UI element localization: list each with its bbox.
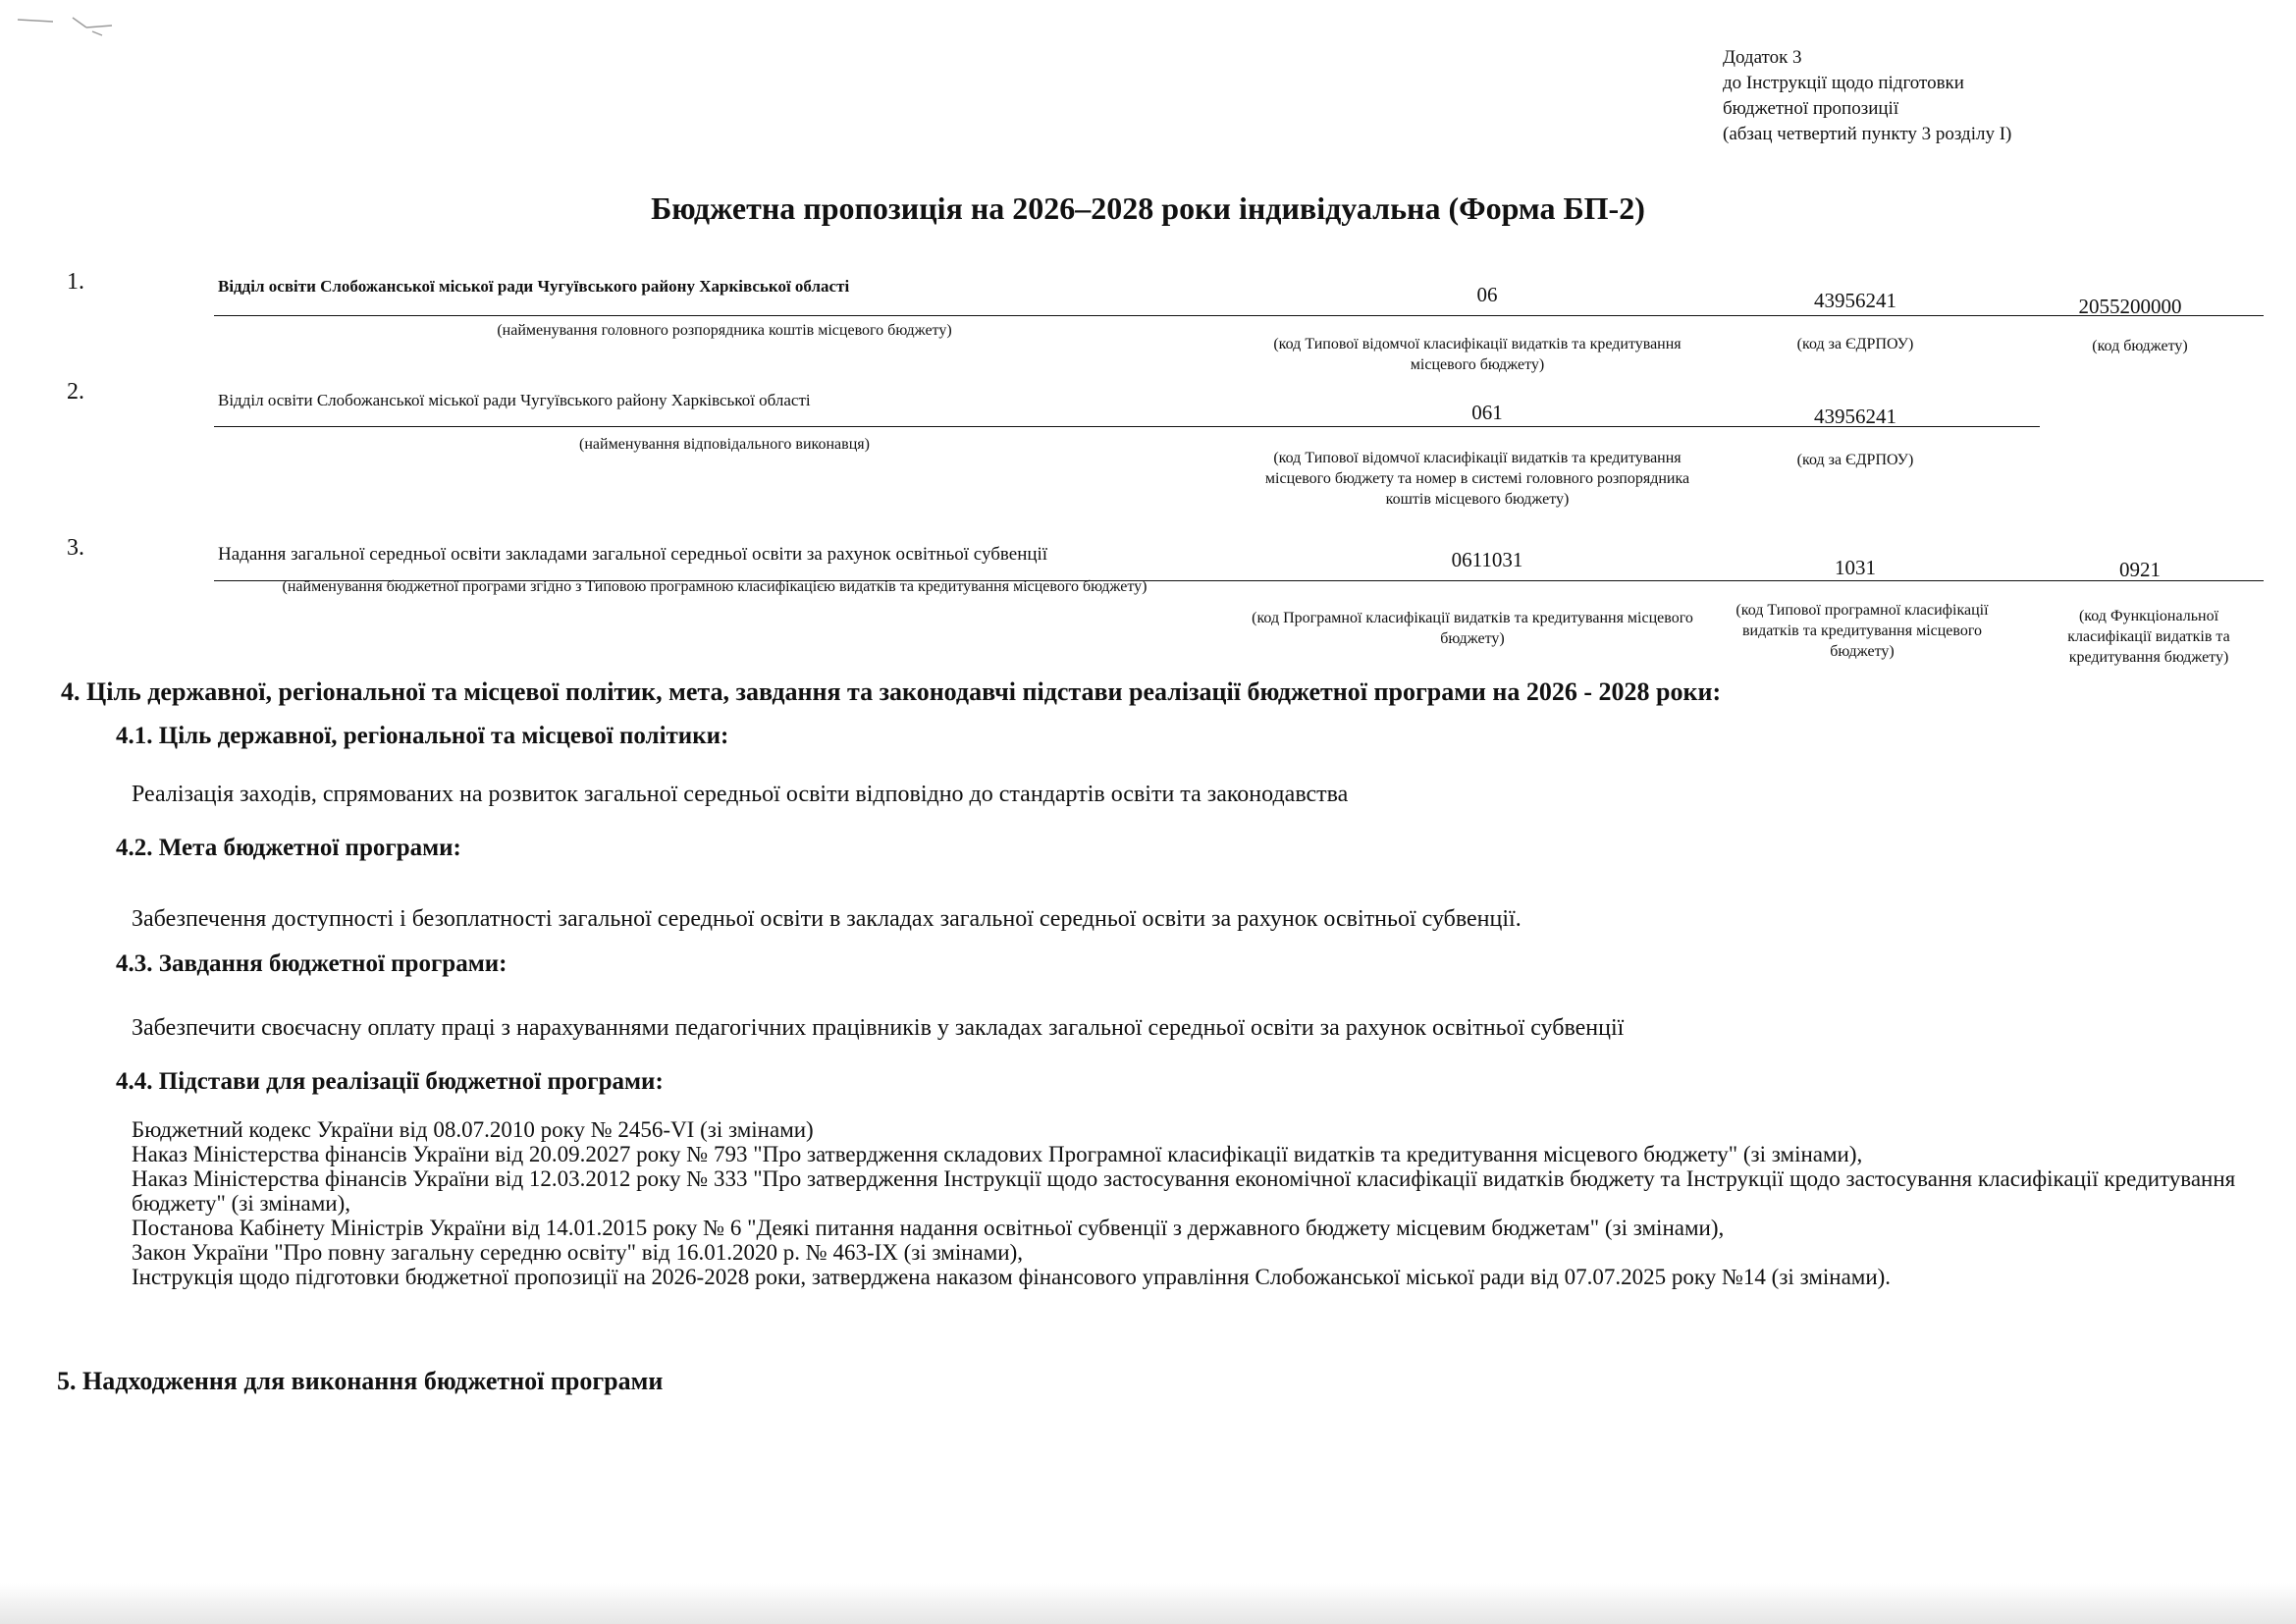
section-4-heading: 4. Ціль державної, регіональної та місцевої політик, мета, завдання та законодавчі підстави реалізації бюджетної програми на 2026 - 2028 роки: bbox=[61, 677, 1722, 706]
row-2-underline bbox=[214, 426, 2040, 427]
row-3-func-caption: (код Функціональної класифікації видатків та кредитування бюджету) bbox=[2067, 608, 2230, 666]
row-1-name: Відділ освіти Слобожанської міської ради Чугуївського району Харківської області bbox=[218, 277, 850, 296]
appendix-line: до Інструкції щодо підготовки bbox=[1723, 73, 1964, 93]
row-1-code: 06 bbox=[1476, 283, 1498, 306]
section-4-1-heading: 4.1. Ціль державної, регіональної та місцевої політики: bbox=[116, 723, 729, 749]
row-3-code-caption: (код Програмної класифікації видатків та кредитування місцевого бюджету) bbox=[1252, 610, 1693, 647]
appendix-line: бюджетної пропозиції bbox=[1723, 98, 1899, 119]
appendix-line: Додаток 3 bbox=[1723, 47, 1802, 68]
row-2-name: Відділ освіти Слобожанської міської ради Чугуївського району Харківської області bbox=[218, 391, 811, 409]
row-2-code: 061 bbox=[1471, 401, 1503, 424]
basis-item: Наказ Міністерства фінансів України від 20.09.2027 року № 793 "Про затвердження складових Програмної класифікації видатків та кредитування місцевого бюджету" (зі змінами), bbox=[132, 1142, 1863, 1166]
section-4-3-text: Забезпечити своєчасну оплату праці з нарахуваннями педагогічних працівників у закладах загальної середньої освіти за рахунок освітньої субвенції bbox=[132, 1015, 1625, 1041]
row-2-name-caption: (найменування відповідального виконавця) bbox=[579, 436, 870, 453]
basis-item: Наказ Міністерства фінансів України від 12.03.2012 року № 333 "Про затвердження Інструкції щодо застосування економічної класифікації видатків бюджету та Інструкції щодо застосування класифікації кредитування бюджету" (зі змінами), bbox=[132, 1166, 2236, 1216]
section-4-4-basis-list bbox=[132, 1117, 2252, 1289]
row-1-number: 1. bbox=[67, 269, 84, 295]
row-1-budget-code: 2055200000 bbox=[2078, 295, 2182, 318]
section-4-1-text: Реалізація заходів, спрямованих на розвиток загальної середньої освіти відповідно до стандартів освіти та законодавства bbox=[132, 782, 1349, 807]
row-1-code-caption: (код Типової відомчої класифікації видатків та кредитування місцевого бюджету) bbox=[1273, 336, 1682, 373]
appendix-line: (абзац четвертий пункту 3 розділу І) bbox=[1723, 124, 2012, 144]
row-3-func-code: 0921 bbox=[2119, 558, 2161, 581]
section-4-2-text: Забезпечення доступності і безоплатності загальної середньої освіти в закладах загальної середньої освіти за рахунок освітньої субвенції. bbox=[132, 906, 1522, 932]
row-3-code: 0611031 bbox=[1451, 548, 1523, 571]
row-2-edrpou-caption: (код за ЄДРПОУ) bbox=[1796, 452, 1914, 468]
row-2-code-caption: (код Типової відомчої класифікації видатків та кредитування місцевого бюджету та номер в системі головного розпорядника коштів місцевого бюджету) bbox=[1264, 450, 1690, 508]
basis-item: Закон України "Про повну загальну середню освіту" від 16.01.2020 р. № 463-IX (зі змінами), bbox=[132, 1240, 1024, 1265]
section-5-heading: 5. Надходження для виконання бюджетної програми bbox=[57, 1367, 664, 1395]
row-2-edrpou: 43956241 bbox=[1814, 405, 1896, 428]
row-3-typical-code: 1031 bbox=[1835, 556, 1876, 579]
basis-item: Інструкція щодо підготовки бюджетної пропозиції на 2026-2028 роки, затверджена наказом фінансового управління Слобожанської міської ради від 07.07.2025 року №14 (зі змінами). bbox=[132, 1265, 1892, 1289]
basis-item: Постанова Кабінету Міністрів України від 14.01.2015 року № 6 "Деякі питання надання освітньої субвенції з державного бюджету місцевим бюджетам" (зі змінами), bbox=[132, 1216, 1725, 1240]
section-4-3-heading: 4.3. Завдання бюджетної програми: bbox=[116, 950, 507, 977]
row-3-typical-caption: (код Типової програмної класифікації видатків та кредитування місцевого бюджету) bbox=[1735, 602, 1989, 660]
document-title: Бюджетна пропозиція на 2026–2028 роки індивідуальна (Форма БП-2) bbox=[651, 190, 1645, 226]
basis-item: Бюджетний кодекс України від 08.07.2010 року № 2456-VI (зі змінами) bbox=[132, 1117, 814, 1142]
row-1-budget-caption: (код бюджету) bbox=[2092, 338, 2188, 354]
section-4-2-heading: 4.2. Мета бюджетної програми: bbox=[116, 835, 461, 861]
appendix-note bbox=[1723, 45, 2011, 147]
row-1-edrpou-caption: (код за ЄДРПОУ) bbox=[1796, 336, 1914, 352]
row-3-name: Надання загальної середньої освіти закладами загальної середньої освіти за рахунок освітньої субвенції bbox=[218, 544, 1048, 565]
row-1-name-caption: (найменування головного розпорядника коштів місцевого бюджету) bbox=[497, 322, 952, 339]
scan-bottom-shadow bbox=[0, 1583, 2296, 1624]
section-4-4-heading: 4.4. Підстави для реалізації бюджетної програми: bbox=[116, 1068, 664, 1095]
row-1-edrpou: 43956241 bbox=[1814, 289, 1896, 312]
scan-mark bbox=[14, 12, 132, 41]
row-3-name-caption: (найменування бюджетної програми згідно з Типовою програмною класифікацією видатків та кредитування місцевого бюджету) bbox=[282, 578, 1148, 595]
row-1-underline bbox=[214, 315, 2264, 316]
row-2-number: 2. bbox=[67, 379, 84, 405]
row-3-number: 3. bbox=[67, 535, 84, 561]
